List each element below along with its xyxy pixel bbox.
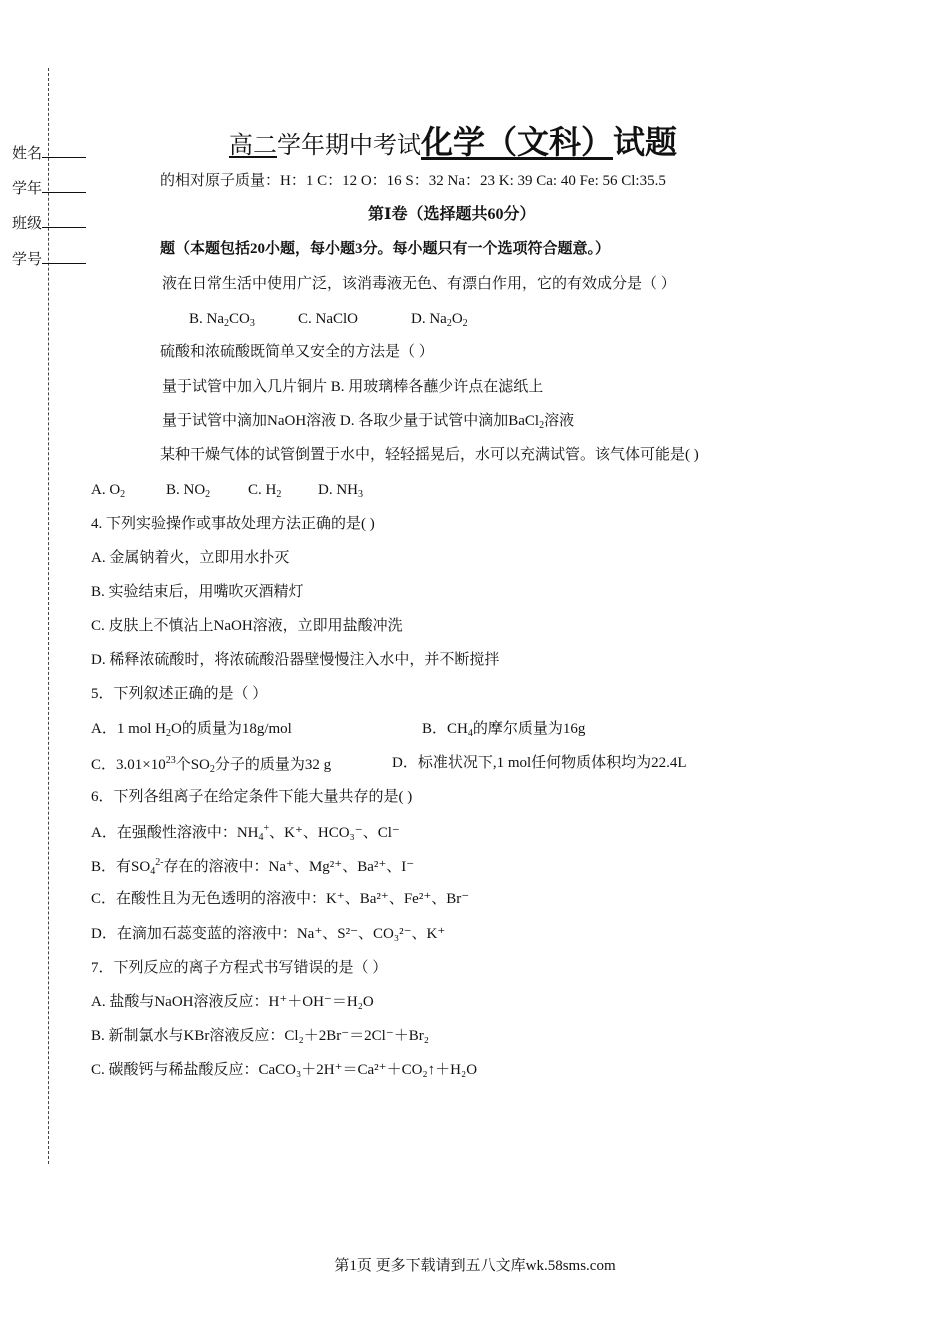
question-4-option-c: C. 皮肤上不慎沾上NaOH溶液，立即用盐酸冲洗	[91, 618, 403, 634]
page-title: 高二学年期中考试化学（文科）试题	[229, 124, 678, 160]
question-1-option-c: C. NaClO	[298, 311, 358, 327]
question-4-option-d: D. 稀释浓硫酸时，将浓硫酸沿器壁慢慢注入水中，并不断搅拌	[91, 652, 500, 668]
question-6-option-d: D．在滴加石蕊变蓝的溶液中：Na⁺、S²⁻、CO₃²⁻、K⁺	[91, 926, 446, 942]
section-instruction: 题（本题包括20小题，每小题3分。每小题只有一个选项符合题意。）	[160, 241, 611, 257]
grade-field[interactable]: 学年	[12, 177, 86, 198]
question-6-option-a: A．在强酸性溶液中：$NH_4^+$、K⁺、HCO₃⁻、Cl⁻	[91, 823, 400, 843]
question-3-option-d: D. $NH_3$	[318, 482, 363, 500]
question-6-stem: 6．下列各组离子在给定条件下能大量共存的是( )	[91, 789, 413, 805]
question-7-option-b: B. 新制氯水与KBr溶液反应：Cl₂＋2Br⁻＝2Cl⁻＋Br₂	[91, 1028, 429, 1044]
question-4-stem: 4. 下列实验操作或事故处理方法正确的是( )	[91, 516, 375, 532]
page-footer: 第1页 更多下载请到五八文库wk.58sms.com	[334, 1258, 616, 1274]
question-5-stem: 5．下列叙述正确的是（ ）	[91, 686, 268, 702]
question-1-option-b: B. $Na_2CO_3$	[189, 311, 255, 329]
question-3-option-c: C. $H_2$	[248, 482, 282, 500]
question-4-option-b: B. 实验结束后，用嘴吹灭酒精灯	[91, 584, 304, 600]
question-5-option-d: D．标准状况下,1 mol任何物质体积均为22.4L	[392, 755, 687, 771]
question-7-option-a: A. 盐酸与NaOH溶液反应：H⁺＋OH⁻＝H₂O	[91, 994, 374, 1010]
student-number-field[interactable]: 学号	[12, 248, 86, 269]
question-7-option-c: C. 碳酸钙与稀盐酸反应：CaCO₃＋2H⁺＝Ca²⁺＋CO₂↑＋H₂O	[91, 1062, 478, 1078]
question-3-option-b: B. $NO_2$	[166, 482, 211, 500]
question-5-option-c: C．$3.01\times 10^{23}$个$SO_2$分子的质量为32 g	[91, 755, 332, 775]
question-5-option-b: B．$CH_4$的摩尔质量为16g	[422, 721, 586, 739]
question-2-options-cd: 量于试管中滴加NaOH溶液 D. 各取少量于试管中滴加BaCl$_2$溶液	[162, 413, 575, 431]
question-1-option-d: D. $Na_2O_2$	[411, 311, 468, 329]
name-field[interactable]: 姓名	[12, 142, 86, 163]
question-2-stem: 硫酸和浓硫酸既简单又安全的方法是（ ）	[160, 344, 434, 360]
class-field[interactable]: 班级	[12, 212, 86, 233]
question-5-option-a: A．1 mol $H_2O$的质量为18g/mol	[91, 721, 292, 739]
section-heading: 第Ⅰ卷（选择题共60分）	[368, 206, 536, 223]
atomic-mass-line: 的相对原子质量：H：1 C：12 O：16 S：32 Na：23 K: 39 Ca: 40 Fe: 56 Cl:35.5	[160, 173, 666, 189]
question-7-stem: 7．下列反应的离子方程式书写错误的是（ ）	[91, 960, 388, 976]
question-1-stem: 液在日常生活中使用广泛，该消毒液无色、有漂白作用，它的有效成分是（ ）	[162, 276, 676, 292]
question-4-option-a: A. 金属钠着火，立即用水扑灭	[91, 550, 290, 566]
question-3-stem: 某种干燥气体的试管倒置于水中，轻轻摇晃后，水可以充满试管。该气体可能是( )	[160, 447, 699, 463]
question-3-option-a: A. $O_2$	[91, 482, 126, 500]
question-6-option-b: B．有$SO_4^{2-}$存在的溶液中：Na⁺、Mg²⁺、Ba²⁺、I⁻	[91, 857, 415, 877]
question-6-option-c: C．在酸性且为无色透明的溶液中：K⁺、Ba²⁺、Fe²⁺、Br⁻	[91, 891, 470, 907]
question-2-options-ab: 量于试管中加入几片铜片 B. 用玻璃棒各蘸少许点在滤纸上	[162, 379, 544, 395]
